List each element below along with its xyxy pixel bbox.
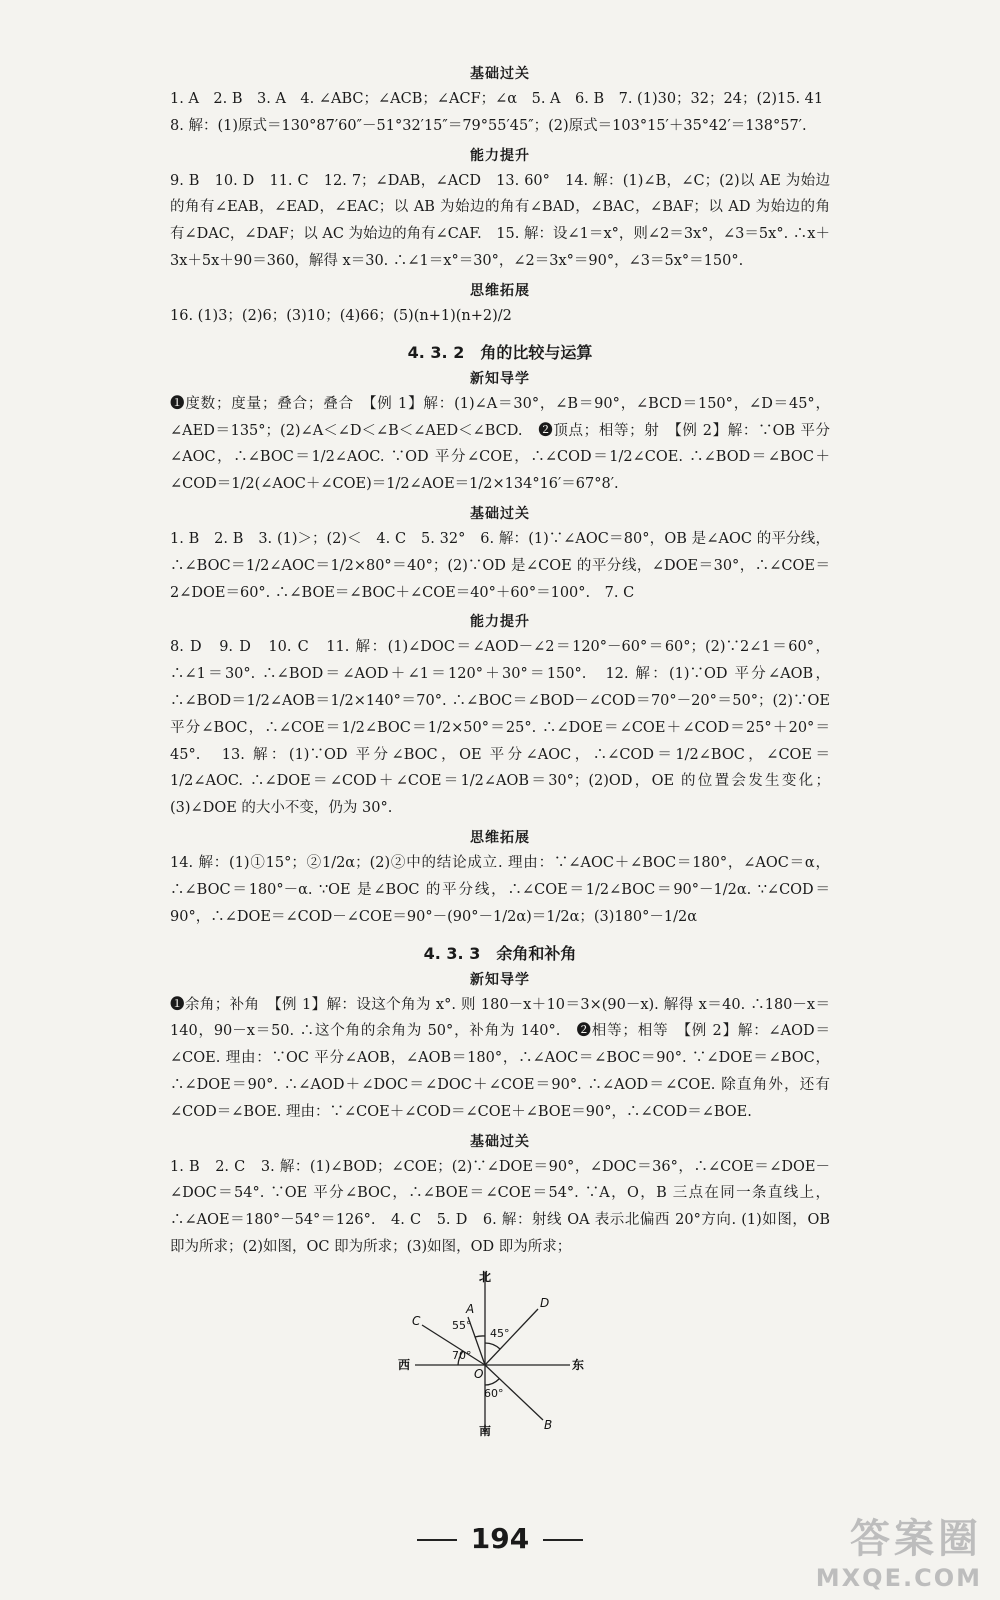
answer-paragraph: 1. B 2. C 3. 解：(1)∠BOD；∠COE；(2)∵∠DOE＝90°，∠DOC＝36°，∴∠COE＝∠DOE－∠DOC＝54°. ∵OE 平分∠BOC，∴∠BOE＝∠COE＝54°. ∵A，O，B 三点在同一条直线上，∴∠AOE＝180°－54°＝126°. 4. C 5. D 6. 解：射线 OA 表示北偏西 20°方向. (1)如图，OB 即为所求；(2)如图，OC 即为所求；(3)如图，OD 即为所求； — [170, 1158, 830, 1255]
answer-paragraph: ❶度数；度量；叠合；叠合 【例 1】解：(1)∠A＝30°，∠B＝90°，∠BCD＝150°，∠D＝45°，∠AED＝135°；(2)∠A＜∠D＜∠B＜∠AED＜∠BCD. ❷顶点；相等；射 【例 2】解：∵OB 平分∠AOC，∴∠BOC＝1/2∠AOC. ∵OD 平分∠COE，∴∠COD＝1/2∠COE. ∴∠BOD＝∠BOC＋∠COD＝1/2(∠AOC＋∠COE)＝1/2∠AOE＝1/2×134°16′＝67°8′. — [170, 395, 830, 493]
label-a: A — [466, 1301, 475, 1316]
label-b: B — [544, 1417, 553, 1432]
subsection-title: 基础过关 — [470, 66, 530, 82]
subsection-title: 新知导学 — [470, 370, 530, 387]
label-70: 70° — [452, 1348, 472, 1362]
section-heading: 4. 3. 2 角的比较与运算 — [407, 342, 593, 362]
label-south: 南 — [479, 1423, 492, 1437]
label-55: 55° — [452, 1318, 472, 1332]
answer-paragraph: 8. 解：(1)原式＝130°87′60″－51°32′15″＝79°55′45″；(2)原式＝103°15′＋35°42′＝138°57′. — [170, 117, 807, 134]
subsection-title: 基础过关 — [470, 1133, 530, 1150]
section-heading: 4. 3. 3 余角和补角 — [423, 943, 577, 963]
answer-paragraph: 8. D 9. D 10. C 11. 解：(1)∠DOC＝∠AOD－∠2＝120°－60°＝60°；(2)∵2∠1＝60°，∴∠1＝30°. ∴∠BOD＝∠AOD＋∠1＝120°＋30°＝150°. 12. 解：(1)∵OD 平分∠AOB，∴∠BOD＝1/2∠AOB＝1/2×140°＝70°. ∴∠BOC＝∠BOD－∠COD＝70°－20°＝50°；(2)∵OE平分∠BOC，∴∠COE＝1/2∠BOC＝1/2×50°＝25°. ∴∠DOE＝∠COE＋∠COD＝25°＋20°＝45°. 13. 解：(1)∵OD 平分∠BOC，OE 平分∠AOC，∴∠COD＝1/2∠BOC，∠COE＝1/2∠AOC. ∴∠DOE＝∠COD＋∠COE＝1/2∠AOB＝30°；(2)OD，OE 的位置会发生变化；(3)∠DOE 的大小不变，仍为 30°. — [170, 639, 830, 817]
label-east: 东 — [572, 1357, 585, 1372]
label-45: 45° — [490, 1326, 510, 1340]
direction-diagram — [380, 1267, 600, 1437]
arc-55 — [475, 1336, 485, 1337]
compass-figure — [380, 1267, 600, 1437]
arc-45 — [485, 1343, 500, 1349]
label-60: 60° — [484, 1386, 504, 1400]
answer-paragraph: 1. A 2. B 3. A 4. ∠ABC；∠ACB；∠ACF；∠α 5. A 6. B 7. (1)30；32；24；(2)15. 41 — [170, 91, 824, 107]
arc-60 — [485, 1379, 499, 1385]
answer-paragraph: 16. (1)3；(2)6；(3)10；(4)66；(5)(n+1)(n+2)/2 — [170, 307, 512, 324]
answer-paragraph: 1. B 2. B 3. (1)＞；(2)＜ 4. C 5. 32° 6. 解：(1)∵∠AOC＝80°，OB 是∠AOC 的平分线，∴∠BOC＝1/2∠AOC＝1/2×80°＝40°；(2)∵OD 是∠COE 的平分线，∠DOE＝30°，∴∠COE＝2∠DOE＝60°. ∴∠BOE＝∠BOC＋∠COE＝40°＋60°＝100°. 7. C — [170, 530, 830, 601]
label-c: C — [412, 1313, 421, 1328]
label-west: 西 — [398, 1357, 411, 1372]
page-number: 194 — [0, 1522, 1000, 1555]
answer-paragraph: 14. 解：(1)①15°；②1/2α；(2)②中的结论成立. 理由：∵∠AOC＋∠BOC＝180°，∠AOC＝α，∴∠BOC＝180°－α. ∵OE 是∠BOC 的平分线，∴∠COE＝1/2∠BOC＝90°－1/2α. ∵∠COD＝90°，∴∠DOE＝∠COD－∠COE＝90°－(90°－1/2α)＝1/2α；(3)180°－1/2α — [170, 855, 830, 925]
answer-paragraph: ❶余角；补角 【例 1】解：设这个角为 x°. 则 180－x＋10＝3×(90－x). 解得 x＝40. ∴180－x＝140，90－x＝50. ∴这个角的余角为 50°，补角为 140°. ❷相等；相等 【例 2】解：∠AOD＝∠COE. 理由：∵OC 平分∠AOB，∠AOB＝180°，∴∠AOC＝∠BOC＝90°. ∵∠DOE＝∠BOC，∴∠DOE＝90°. ∴∠AOD＋∠DOC＝∠DOC＋∠COE＝90°. ∴∠AOD＝∠COE. 除直角外，还有∠COD＝∠BOE. 理由：∵∠COE＋∠COD＝∠COE＋∠BOE＝90°，∴∠COD＝∠BOE. — [170, 996, 830, 1120]
subsection-title: 基础过关 — [470, 505, 530, 522]
watermark: 答案圈 MXQE.COM — [815, 1516, 982, 1592]
answer-paragraph: 9. B 10. D 11. C 12. 7；∠DAB，∠ACD 13. 60° 14. 解：(1)∠B，∠C；(2)以 AE 为始边的角有∠EAB，∠EAD，∠EAC；以 AB 为始边的角有∠BAD，∠BAC，∠BAF；以 AD 为始边的角有∠DAC，∠DAF；以 AC 为始边的角有∠CAF. 15. 解：设∠1＝x°，则∠2＝3x°，∠3＝5x°. ∴x＋3x＋5x＋90＝360，解得 x＝30. ∴∠1＝x°＝30°，∠2＝3x°＝90°，∠3＝5x°＝150°. — [170, 172, 830, 270]
label-north: 北 — [479, 1269, 492, 1284]
label-o: O — [474, 1366, 484, 1381]
subsection-title: 思维拓展 — [470, 830, 530, 847]
subsection-title: 能力提升 — [470, 614, 530, 631]
answer-column — [170, 58, 830, 1437]
subsection-title: 新知导学 — [470, 971, 530, 988]
label-d: D — [540, 1295, 550, 1310]
subsection-title: 思维拓展 — [470, 282, 530, 299]
subsection-title: 能力提升 — [470, 147, 530, 164]
